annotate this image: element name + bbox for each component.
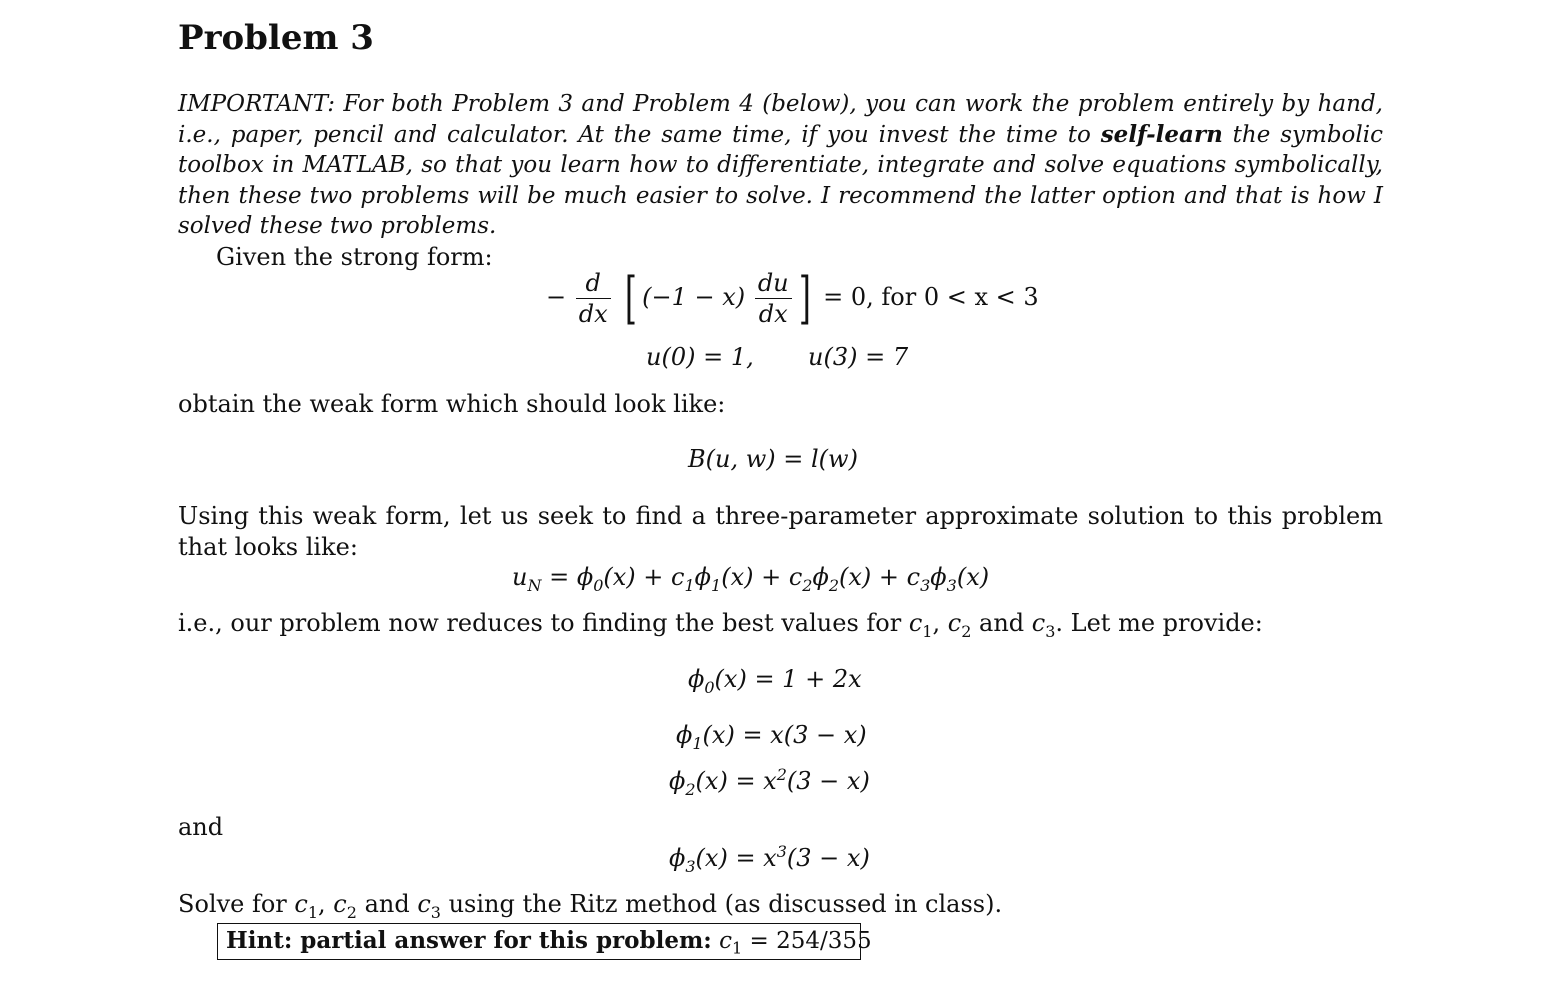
hint-value: = 254/355 <box>742 928 872 954</box>
phi-symbol: ϕ <box>669 844 686 872</box>
phi3-equation <box>669 842 870 876</box>
phi-symbol: ϕ <box>669 767 686 795</box>
reduce-text-b: . Let me provide: <box>1055 609 1263 637</box>
phi3-symbol: ϕ <box>930 563 947 591</box>
right-bracket: ] <box>798 265 811 331</box>
sub-3: 3 <box>430 902 441 922</box>
phi2-rest-b: (3 − x) <box>786 767 870 795</box>
and-word: and <box>356 890 418 918</box>
phi1-equation <box>676 721 867 753</box>
given-text: Given the strong form: <box>216 243 493 271</box>
c-symbol: c <box>947 609 962 637</box>
solve-text-a: Solve for <box>178 890 295 918</box>
phi3-rest-a: (x) = x <box>695 844 777 872</box>
phi-subscript: 2 <box>685 779 696 799</box>
term2-arg: (x) + c <box>839 563 921 591</box>
phi-symbol: ϕ <box>676 721 693 749</box>
solve-text-b: using the Ritz method (as discussed in class). <box>440 890 1003 918</box>
superscript: 2 <box>776 765 787 784</box>
du-dx-fraction <box>755 268 792 329</box>
sub-3: 3 <box>1045 621 1056 641</box>
phi1-symbol: ϕ <box>694 563 712 591</box>
approx-solution-equation <box>512 563 990 595</box>
c-symbol: c <box>417 890 431 918</box>
d-numerator: d <box>576 268 611 299</box>
minus-sign: − <box>546 283 567 311</box>
phi2-equation <box>669 765 870 799</box>
c2-subscript: 2 <box>802 575 813 595</box>
c-symbol: c <box>908 609 923 637</box>
u-symbol: u <box>512 563 528 591</box>
phi1-subscript: 1 <box>711 575 722 595</box>
phi3-subscript: 3 <box>946 575 957 595</box>
approx-intro-text: Using this weak form, let us seek to find a three-parameter approximate solution to this problem that looks like: <box>178 502 1383 561</box>
hint-subscript: 1 <box>731 938 743 958</box>
equation-rhs: = 0, for 0 < x < 3 <box>823 283 1039 311</box>
problem-title: Problem 3 <box>178 18 374 58</box>
sub-2: 2 <box>961 621 972 641</box>
reduce-text <box>178 608 1383 639</box>
weak-form-text: obtain the weak form which should look like: <box>178 390 726 418</box>
term0-arg: (x) + c <box>603 563 685 591</box>
phi-symbol: ϕ <box>688 665 705 693</box>
phi2-rest-a: (x) = x <box>695 767 777 795</box>
equals-sign: = <box>541 563 577 591</box>
term3-arg: (x) <box>956 563 990 591</box>
and-text: and <box>178 813 224 841</box>
comma: , <box>318 890 334 918</box>
phi2-subscript: 2 <box>828 575 840 595</box>
strong-form-equation <box>546 265 1039 331</box>
c-symbol: c <box>333 890 347 918</box>
boundary-condition-1: u(0) = 1, <box>646 343 754 371</box>
c3-subscript: 3 <box>920 575 931 595</box>
reduce-text-a: i.e., our problem now reduces to finding the best values for <box>178 609 909 637</box>
phi0-rest: (x) = 1 + 2x <box>714 665 862 693</box>
dx-denominator-2: dx <box>758 300 788 328</box>
c-symbol: c <box>294 890 308 918</box>
term1-arg: (x) + c <box>721 563 803 591</box>
phi-subscript: 0 <box>704 677 715 697</box>
phi-subscript: 3 <box>685 856 696 876</box>
c-symbol: c <box>719 928 732 954</box>
phi0-equation <box>688 665 862 697</box>
superscript: 3 <box>776 842 787 861</box>
u-subscript: N <box>527 575 542 595</box>
phi0-symbol: ϕ <box>576 563 594 591</box>
solve-text <box>178 889 1383 920</box>
hint-box <box>217 923 872 960</box>
phi2-symbol: ϕ <box>812 563 829 591</box>
dx-denominator: dx <box>578 300 608 328</box>
weak-form-equation: B(u, w) = l(w) <box>688 445 858 473</box>
left-bracket: [ <box>625 265 638 331</box>
sub-1: 1 <box>922 621 933 641</box>
comma: , <box>932 609 948 637</box>
phi3-rest-b: (3 − x) <box>786 844 870 872</box>
important-note <box>178 89 1383 242</box>
inner-coefficient: (−1 − x) <box>642 283 746 311</box>
sub-1: 1 <box>307 902 319 922</box>
hint-label: Hint: partial answer for this problem: <box>226 927 712 954</box>
c-symbol: c <box>1031 609 1046 637</box>
important-note-part1: IMPORTANT: For both Problem 3 and Problem 4 (below), you can work the problem entirely by hand, i.e., paper, pencil and calculator. At the same time, if you invest the time to <box>178 91 1383 148</box>
important-note-part2: the symbolic toolbox in MATLAB, so that you learn how to differentiate, integrate and solve equations symbolically, then these two problems will be much easier to solve. I recommend the latter option and that is how I solved these two problems. <box>178 121 1383 239</box>
sub-2: 2 <box>346 902 357 922</box>
du-numerator: du <box>755 268 792 299</box>
c1-subscript: 1 <box>684 575 695 595</box>
self-learn-emphasis: self-learn <box>1100 120 1223 148</box>
and-word: and <box>971 609 1032 637</box>
phi1-rest: (x) = x(3 − x) <box>702 721 867 749</box>
d-dx-fraction <box>576 268 611 329</box>
phi-subscript: 1 <box>692 733 703 753</box>
boundary-condition-2: u(3) = 7 <box>808 343 909 371</box>
phi0-subscript: 0 <box>593 575 604 595</box>
